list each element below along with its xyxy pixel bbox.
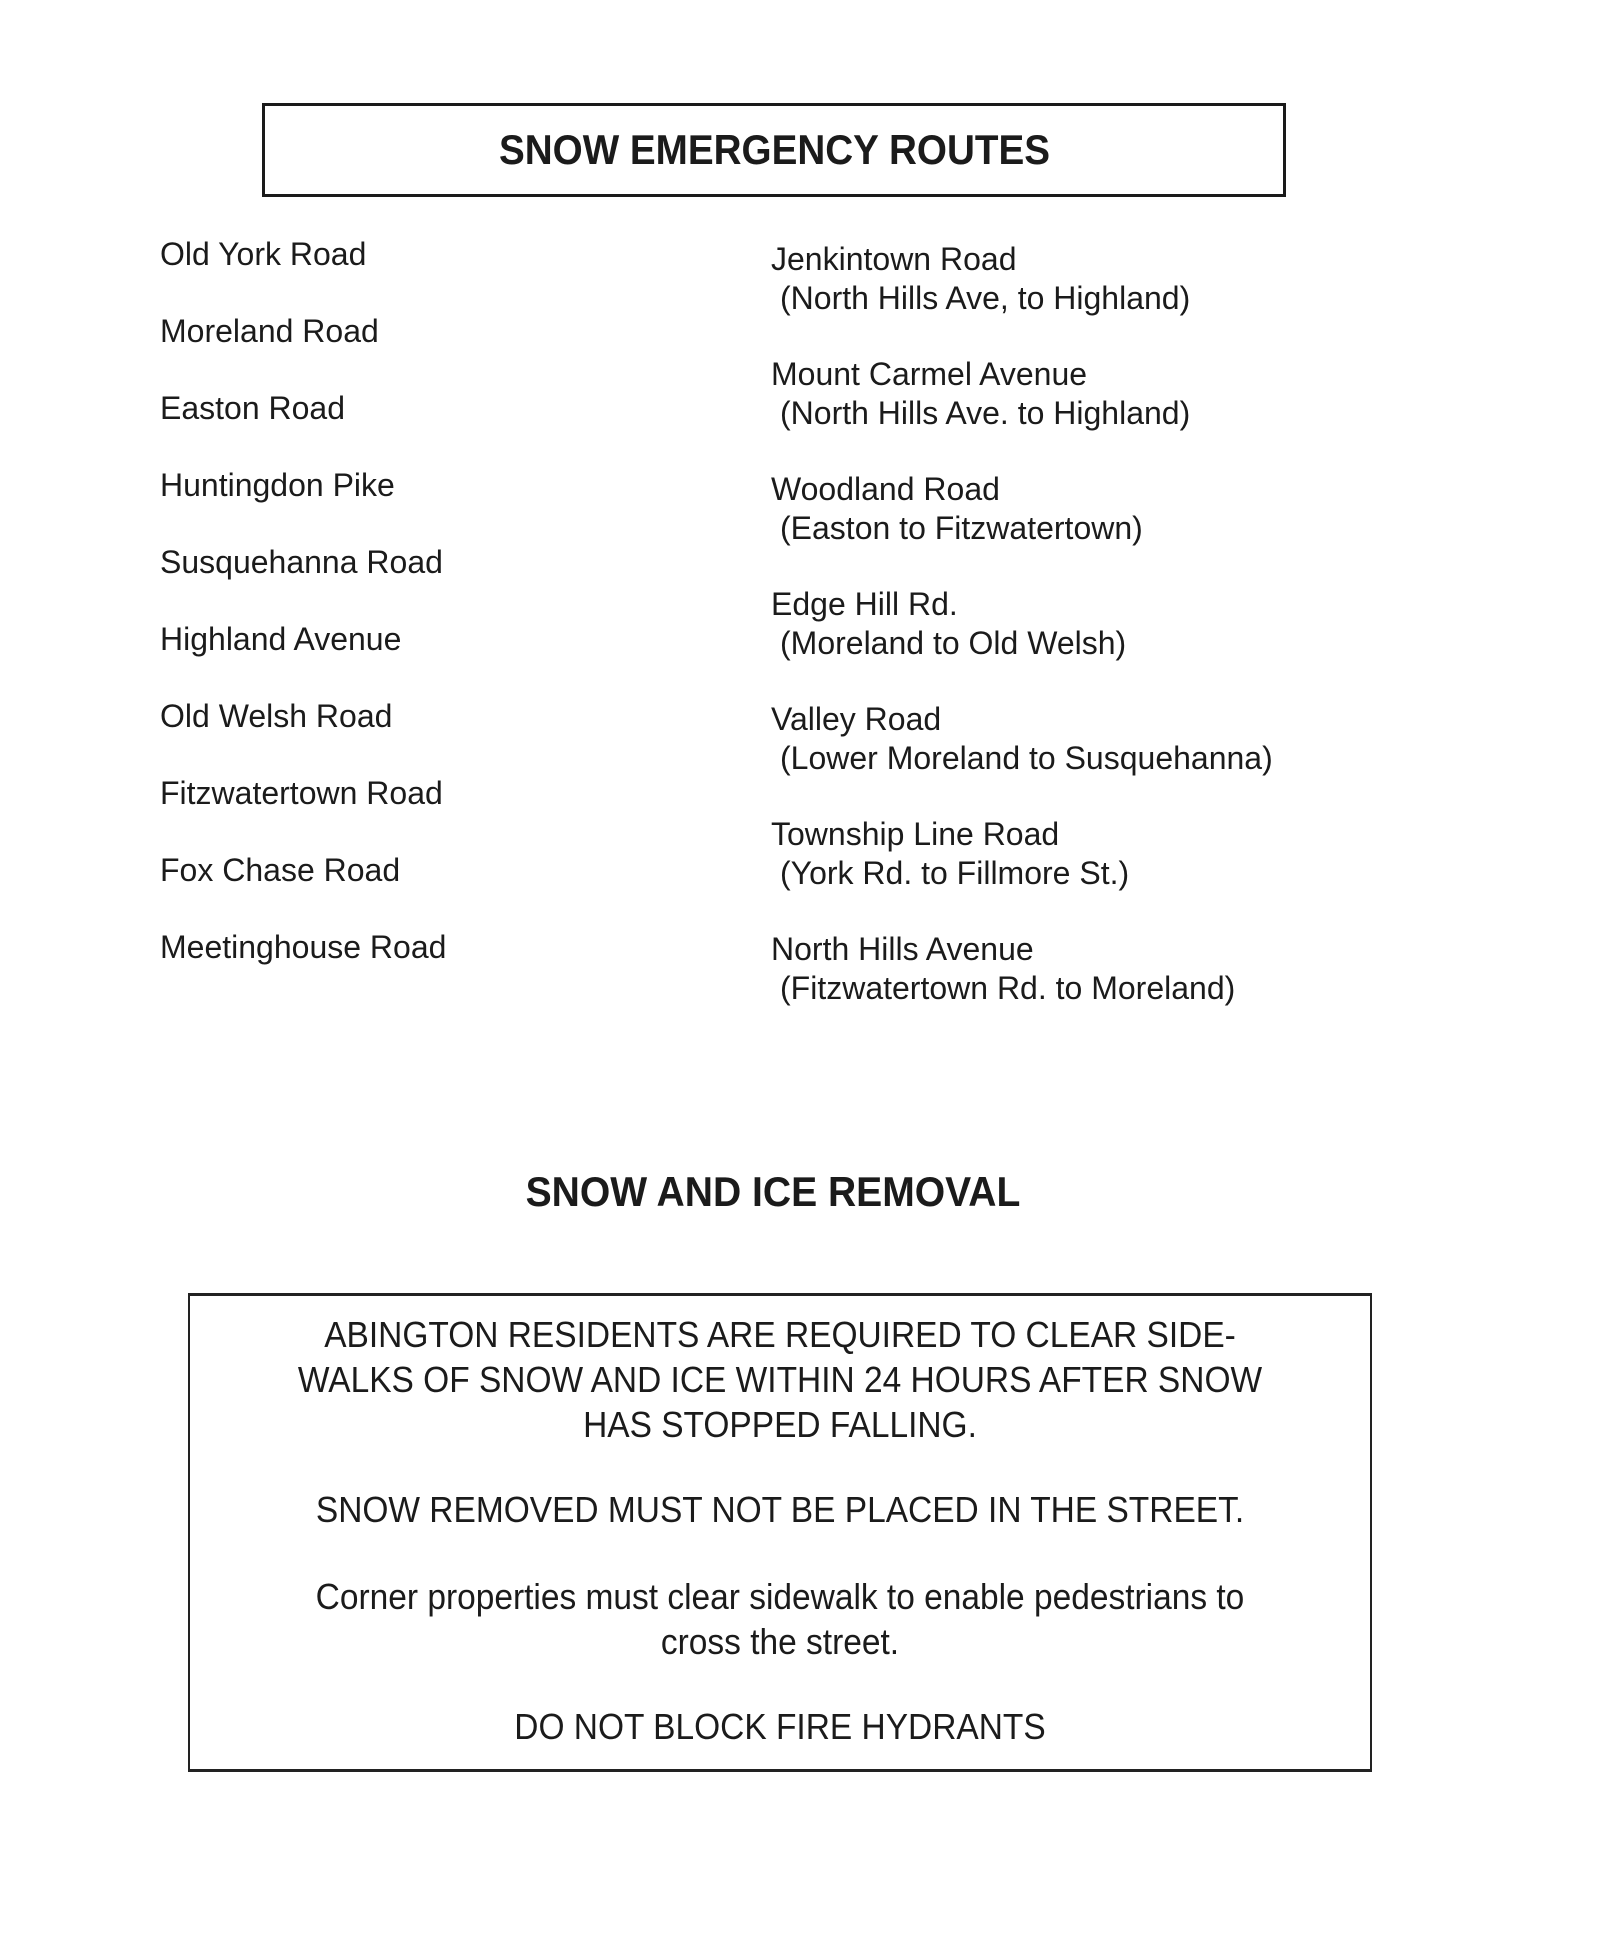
route-item: Susquehanna Road [160, 544, 443, 580]
route-with-range [771, 470, 1273, 585]
routes-right-column [771, 240, 1273, 1045]
route-item: Fox Chase Road [160, 852, 401, 888]
route-range: (Lower Moreland to Susquehanna) [780, 740, 1273, 776]
route-name: Edge Hill Rd. [771, 586, 958, 622]
emergency-routes-title: SNOW EMERGENCY ROUTES [498, 126, 1050, 173]
notice-no-street-placement: SNOW REMOVED MUST NOT BE PLACED IN THE STREET. [315, 1489, 1245, 1530]
route-name: Mount Carmel Avenue [771, 356, 1088, 392]
notice-sidewalk-clearing [231, 1312, 1328, 1447]
notice-line: ABINGTON RESIDENTS ARE REQUIRED TO CLEAR SIDE- [324, 1314, 1236, 1355]
route-with-range [771, 930, 1273, 1045]
route-name: North Hills Avenue [771, 931, 1034, 967]
route-with-range [771, 240, 1273, 355]
route-name: Woodland Road [771, 471, 1000, 507]
routes-left-column [160, 232, 446, 1002]
notice-fire-hydrants: DO NOT BLOCK FIRE HYDRANTS [514, 1706, 1046, 1747]
route-item: Meetinghouse Road [160, 929, 447, 965]
route-item: Fitzwatertown Road [160, 775, 443, 811]
route-with-range [771, 815, 1273, 930]
notice-line: Corner properties must clear sidewalk to enable pedestrians to [315, 1576, 1245, 1617]
notice-corner-properties [231, 1574, 1328, 1664]
route-item: Old York Road [160, 236, 367, 272]
route-item: Highland Avenue [160, 621, 402, 657]
route-range: (Easton to Fitzwatertown) [780, 510, 1143, 546]
route-name: Jenkintown Road [771, 241, 1017, 277]
route-range: (Fitzwatertown Rd. to Moreland) [780, 970, 1236, 1006]
route-with-range [771, 700, 1273, 815]
route-item: Moreland Road [160, 313, 379, 349]
route-name: Township Line Road [771, 816, 1060, 852]
snow-ice-removal-heading: SNOW AND ICE REMOVAL [525, 1168, 1021, 1215]
route-name: Valley Road [771, 701, 942, 737]
notice-line: HAS STOPPED FALLING. [583, 1404, 977, 1445]
route-with-range [771, 355, 1273, 470]
notice-line: WALKS OF SNOW AND ICE WITHIN 24 HOURS AFTER SNOW [297, 1359, 1263, 1400]
notice-line: cross the street. [660, 1621, 900, 1662]
route-with-range [771, 585, 1273, 700]
route-item: Old Welsh Road [160, 698, 393, 734]
emergency-routes-title-box [262, 103, 1286, 197]
route-range: (Moreland to Old Welsh) [780, 625, 1127, 661]
route-range: (North Hills Ave. to Highland) [780, 395, 1191, 431]
route-item: Easton Road [160, 390, 346, 426]
notice-box [188, 1293, 1372, 1772]
route-range: (North Hills Ave, to Highland) [780, 280, 1191, 316]
route-range: (York Rd. to Fillmore St.) [780, 855, 1130, 891]
route-item: Huntingdon Pike [160, 467, 395, 503]
